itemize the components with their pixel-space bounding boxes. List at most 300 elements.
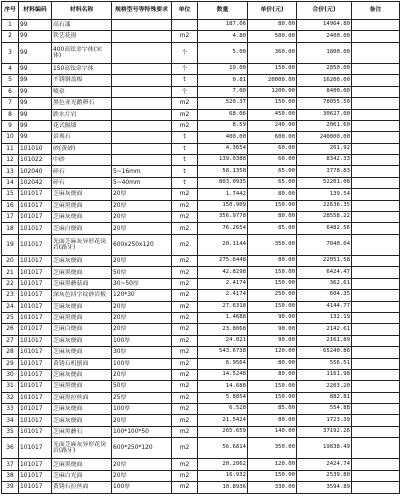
unit-cell[interactable]: m2	[172, 381, 198, 392]
material-name-cell[interactable]: 跌水片岩	[52, 109, 112, 120]
material-code-cell[interactable]: 99	[19, 42, 52, 63]
material-code-cell[interactable]: 101017	[19, 358, 52, 369]
unit-price-cell[interactable]: 80.00	[248, 256, 297, 267]
row-index[interactable]: 35	[2, 426, 19, 437]
row-index[interactable]: 30	[2, 369, 19, 380]
material-code-cell[interactable]: 101017	[19, 426, 52, 437]
table-row[interactable]	[2, 470, 400, 481]
material-code-cell[interactable]: 99	[19, 20, 52, 31]
material-code-cell[interactable]: 99	[19, 109, 52, 120]
quantity-cell[interactable]: 139.0388	[198, 155, 248, 166]
quantity-cell[interactable]: 20.1144	[198, 234, 248, 255]
quantity-cell[interactable]: 24.021	[198, 335, 248, 346]
quantity-cell[interactable]: 1.4688	[198, 312, 248, 323]
table-row[interactable]	[2, 369, 400, 380]
material-name-cell[interactable]: 芝麻灰烧面	[52, 301, 112, 312]
table-row[interactable]	[2, 312, 400, 323]
quantity-cell[interactable]: 16.932	[198, 470, 248, 481]
quantity-cell[interactable]: 5.8854	[198, 392, 248, 403]
spec-cell[interactable]	[112, 42, 172, 63]
material-code-cell[interactable]: 101017	[19, 189, 52, 200]
table-row[interactable]	[2, 200, 400, 211]
unit-price-cell[interactable]: 350.00	[248, 234, 297, 255]
material-name-cell[interactable]: 芝麻灰烧面	[52, 369, 112, 380]
material-name-cell[interactable]: 砂(黄砂)	[52, 143, 112, 154]
material-name-cell[interactable]: 芝麻灰烧面	[52, 347, 112, 358]
table-row[interactable]	[2, 42, 400, 63]
material-code-cell[interactable]: 101017	[19, 200, 52, 211]
spec-cell[interactable]	[112, 132, 172, 143]
remarks-cell[interactable]	[352, 63, 400, 74]
material-name-cell[interactable]: 芝麻白光面	[52, 470, 112, 481]
unit-cell[interactable]: m2	[172, 358, 198, 369]
unit-cell[interactable]: 个	[172, 63, 198, 74]
total-price-cell[interactable]: 37192.26	[297, 426, 352, 437]
quantity-cell[interactable]: 150.909	[198, 200, 248, 211]
table-row[interactable]	[2, 86, 400, 97]
unit-price-cell[interactable]: 150.00	[248, 381, 297, 392]
material-name-cell[interactable]: 黄锈石拉丝面	[52, 482, 112, 493]
total-price-cell[interactable]: 3594.89	[297, 482, 352, 493]
table-row[interactable]	[2, 482, 400, 493]
material-name-cell[interactable]: 芝麻灰烧面	[52, 415, 112, 426]
unit-cell[interactable]: m2	[172, 223, 198, 234]
material-code-cell[interactable]: 101017	[19, 223, 52, 234]
total-price-cell[interactable]: 139.54	[297, 189, 352, 200]
table-row[interactable]	[2, 335, 400, 346]
unit-cell[interactable]: m2	[172, 278, 198, 289]
unit-price-cell[interactable]: 60.00	[248, 155, 297, 166]
remarks-cell[interactable]	[352, 335, 400, 346]
remarks-cell[interactable]	[352, 86, 400, 97]
material-code-cell[interactable]: 101017	[19, 482, 52, 493]
material-code-cell[interactable]: 101017	[19, 234, 52, 255]
remarks-cell[interactable]	[352, 415, 400, 426]
table-row[interactable]	[2, 120, 400, 131]
remarks-cell[interactable]	[352, 200, 400, 211]
header-unit-price[interactable]: 单价(元)	[248, 2, 297, 20]
remarks-cell[interactable]	[352, 166, 400, 177]
total-price-cell[interactable]: 1161.98	[297, 369, 352, 380]
spec-cell[interactable]: 30厚	[112, 347, 172, 358]
table-row[interactable]	[2, 415, 400, 426]
table-row[interactable]	[2, 234, 400, 255]
material-code-cell[interactable]: 101017	[19, 470, 52, 481]
unit-cell[interactable]: 个	[172, 42, 198, 63]
spec-cell[interactable]: 50厚	[112, 381, 172, 392]
material-name-cell[interactable]: 芝麻灰烧面	[52, 212, 112, 223]
quantity-cell[interactable]: 2.4174	[198, 290, 248, 301]
unit-price-cell[interactable]: 150.00	[248, 301, 297, 312]
unit-cell[interactable]: m2	[172, 415, 198, 426]
spec-cell[interactable]: 20厚	[112, 470, 172, 481]
material-code-cell[interactable]: 99	[19, 75, 52, 86]
table-row[interactable]	[2, 98, 400, 109]
table-row[interactable]	[2, 31, 400, 42]
unit-price-cell[interactable]: 80.00	[248, 189, 297, 200]
material-name-cell[interactable]: 芝麻黑烧面	[52, 381, 112, 392]
row-index[interactable]: 37	[2, 459, 19, 470]
material-name-cell[interactable]: 150高钛金字体	[52, 63, 112, 74]
row-index[interactable]: 19	[2, 234, 19, 255]
total-price-cell[interactable]: 22636.35	[297, 200, 352, 211]
material-code-cell[interactable]: 99	[19, 63, 52, 74]
unit-cell[interactable]: t	[172, 132, 198, 143]
remarks-cell[interactable]	[352, 426, 400, 437]
spec-cell[interactable]: 100厚	[112, 335, 172, 346]
total-price-cell[interactable]: 16200.00	[297, 75, 352, 86]
spec-cell[interactable]: 100厚	[112, 358, 172, 369]
spec-cell[interactable]: 20厚	[112, 369, 172, 380]
row-index[interactable]: 8	[2, 109, 19, 120]
unit-cell[interactable]: m2	[172, 267, 198, 278]
material-code-cell[interactable]: 102042	[19, 177, 52, 188]
quantity-cell[interactable]: 68.06	[198, 109, 248, 120]
spec-cell[interactable]	[112, 75, 172, 86]
row-index[interactable]: 29	[2, 358, 19, 369]
spec-cell[interactable]: 20厚	[112, 459, 172, 470]
material-name-cell[interactable]: 芝麻灰烧面	[52, 189, 112, 200]
table-row[interactable]	[2, 109, 400, 120]
spec-cell[interactable]: 20厚	[112, 256, 172, 267]
unit-price-cell[interactable]: 85.00	[248, 404, 297, 415]
table-row[interactable]	[2, 166, 400, 177]
unit-price-cell[interactable]: 360.00	[248, 42, 297, 63]
row-index[interactable]: 14	[2, 177, 19, 188]
total-price-cell[interactable]: 604.35	[297, 290, 352, 301]
unit-price-cell[interactable]: 140.00	[248, 426, 297, 437]
unit-cell[interactable]: m2	[172, 470, 198, 481]
remarks-cell[interactable]	[352, 31, 400, 42]
spec-cell[interactable]: 600x250x120	[112, 234, 172, 255]
quantity-cell[interactable]: 265.659	[198, 426, 248, 437]
remarks-cell[interactable]	[352, 312, 400, 323]
quantity-cell[interactable]: 4.80	[198, 31, 248, 42]
table-row[interactable]	[2, 381, 400, 392]
unit-price-cell[interactable]: 80.00	[248, 20, 297, 31]
table-row[interactable]	[2, 143, 400, 154]
quantity-cell[interactable]: 356.9778	[198, 212, 248, 223]
total-price-cell[interactable]: 65240.86	[297, 347, 352, 358]
quantity-cell[interactable]: 76.2654	[198, 223, 248, 234]
unit-price-cell[interactable]: 150.00	[248, 392, 297, 403]
row-index[interactable]: 33	[2, 404, 19, 415]
quantity-cell[interactable]: 14.688	[198, 381, 248, 392]
table-row[interactable]	[2, 278, 400, 289]
material-code-cell[interactable]: 102040	[19, 166, 52, 177]
table-row[interactable]	[2, 63, 400, 74]
row-index[interactable]: 12	[2, 155, 19, 166]
remarks-cell[interactable]	[352, 109, 400, 120]
row-index[interactable]: 9	[2, 120, 19, 131]
unit-cell[interactable]: 个	[172, 86, 198, 97]
spec-cell[interactable]	[112, 98, 172, 109]
remarks-cell[interactable]	[352, 143, 400, 154]
unit-cell[interactable]: m2	[172, 392, 198, 403]
table-row[interactable]	[2, 290, 400, 301]
row-index[interactable]: 31	[2, 381, 19, 392]
unit-price-cell[interactable]: 150.00	[248, 267, 297, 278]
row-index[interactable]: 21	[2, 267, 19, 278]
material-name-cell[interactable]: 黄锈石机刨面	[52, 358, 112, 369]
quantity-cell[interactable]: 6.528	[198, 404, 248, 415]
row-index[interactable]: 10	[2, 132, 19, 143]
material-code-cell[interactable]: 101017	[19, 381, 52, 392]
remarks-cell[interactable]	[352, 223, 400, 234]
unit-cell[interactable]: m2	[172, 256, 198, 267]
unit-cell[interactable]: m2	[172, 189, 198, 200]
total-price-cell[interactable]: 2539.80	[297, 470, 352, 481]
material-code-cell[interactable]: 101017	[19, 404, 52, 415]
total-price-cell[interactable]: 1800.00	[297, 42, 352, 63]
total-price-cell[interactable]: 6424.47	[297, 267, 352, 278]
spec-cell[interactable]: 50厚	[112, 267, 172, 278]
total-price-cell[interactable]: 132.19	[297, 312, 352, 323]
quantity-cell[interactable]: 543.6738	[198, 347, 248, 358]
quantity-cell[interactable]: 58.1358	[198, 166, 248, 177]
unit-cell[interactable]: t	[172, 143, 198, 154]
spec-cell[interactable]: 20厚	[112, 212, 172, 223]
row-index[interactable]: 7	[2, 98, 19, 109]
remarks-cell[interactable]	[352, 324, 400, 335]
total-price-cell[interactable]: 14964.80	[297, 20, 352, 31]
header-material-code[interactable]: 材料编码	[19, 2, 52, 20]
material-name-cell[interactable]: 黑色亚光鹅卵石	[52, 98, 112, 109]
material-code-cell[interactable]: 101017	[19, 369, 52, 380]
unit-cell[interactable]: m2	[172, 290, 198, 301]
spec-cell[interactable]	[112, 63, 172, 74]
total-price-cell[interactable]: 2400.00	[297, 31, 352, 42]
header-material-name[interactable]: 材料名称	[52, 2, 112, 20]
spec-cell[interactable]: 30~50厚	[112, 278, 172, 289]
material-code-cell[interactable]: 101017	[19, 459, 52, 470]
header-quantity[interactable]: 数量	[198, 2, 248, 20]
spec-cell[interactable]: 20厚	[112, 312, 172, 323]
spec-cell[interactable]	[112, 120, 172, 131]
unit-cell[interactable]: t	[172, 75, 198, 86]
quantity-cell[interactable]: 14.5248	[198, 369, 248, 380]
unit-cell[interactable]: m2	[172, 404, 198, 415]
spec-cell[interactable]: 5~16mm	[112, 166, 172, 177]
unit-cell[interactable]: m2	[172, 120, 198, 131]
spec-cell[interactable]: 20厚	[112, 301, 172, 312]
total-price-cell[interactable]: 8400.00	[297, 86, 352, 97]
material-name-cell[interactable]: 芝麻黑烧面	[52, 312, 112, 323]
row-index[interactable]: 36	[2, 438, 19, 459]
total-price-cell[interactable]: 554.88	[297, 404, 352, 415]
material-code-cell[interactable]: 99	[19, 86, 52, 97]
table-row[interactable]	[2, 358, 400, 369]
table-row[interactable]	[2, 256, 400, 267]
row-index[interactable]: 24	[2, 301, 19, 312]
unit-cell[interactable]: m2	[172, 459, 198, 470]
row-index[interactable]: 13	[2, 166, 19, 177]
row-index[interactable]: 16	[2, 200, 19, 211]
total-price-cell[interactable]: 261.92	[297, 143, 352, 154]
quantity-cell[interactable]: 803.0935	[198, 177, 248, 188]
material-name-cell[interactable]: 芝麻黑蘑菇面	[52, 278, 112, 289]
material-code-cell[interactable]: 101017	[19, 290, 52, 301]
remarks-cell[interactable]	[352, 369, 400, 380]
table-row[interactable]	[2, 132, 400, 143]
remarks-cell[interactable]	[352, 301, 400, 312]
unit-price-cell[interactable]: 150.00	[248, 98, 297, 109]
total-price-cell[interactable]: 52201.08	[297, 177, 352, 188]
unit-price-cell[interactable]: 600.00	[248, 132, 297, 143]
material-name-cell[interactable]: 芝麻黑烧面	[52, 459, 112, 470]
quantity-cell[interactable]: 5.00	[198, 42, 248, 63]
total-price-cell[interactable]: 4144.77	[297, 301, 352, 312]
remarks-cell[interactable]	[352, 278, 400, 289]
table-row[interactable]	[2, 177, 400, 188]
spec-cell[interactable]	[112, 20, 172, 31]
row-index[interactable]: 27	[2, 335, 19, 346]
unit-cell[interactable]: m2	[172, 335, 198, 346]
remarks-cell[interactable]	[352, 155, 400, 166]
material-name-cell[interactable]: 碎石	[52, 166, 112, 177]
unit-cell[interactable]: m2	[172, 31, 198, 42]
unit-price-cell[interactable]: 500.00	[248, 31, 297, 42]
remarks-cell[interactable]	[352, 459, 400, 470]
quantity-cell[interactable]: 6.9564	[198, 358, 248, 369]
unit-price-cell[interactable]: 80.00	[248, 358, 297, 369]
unit-cell[interactable]: m2	[172, 200, 198, 211]
quantity-cell[interactable]: 400.00	[198, 132, 248, 143]
unit-price-cell[interactable]: 65.00	[248, 177, 297, 188]
material-code-cell[interactable]: 101017	[19, 212, 52, 223]
material-code-cell[interactable]: 101017	[19, 415, 52, 426]
quantity-cell[interactable]: 4.3654	[198, 143, 248, 154]
unit-price-cell[interactable]: 80.00	[248, 369, 297, 380]
header-unit[interactable]: 单位	[172, 2, 198, 20]
remarks-cell[interactable]	[352, 290, 400, 301]
total-price-cell[interactable]: 2142.61	[297, 324, 352, 335]
spec-cell[interactable]: 25厚	[112, 392, 172, 403]
quantity-cell[interactable]: 19.00	[198, 63, 248, 74]
unit-price-cell[interactable]: 150.00	[248, 278, 297, 289]
material-code-cell[interactable]: 99	[19, 31, 52, 42]
unit-price-cell[interactable]: 150.00	[248, 200, 297, 211]
unit-cell[interactable]: m2	[172, 98, 198, 109]
material-code-cell[interactable]: 101017	[19, 312, 52, 323]
material-name-cell[interactable]: 光面芝麻灰异形花岗岩(路牙)	[52, 438, 112, 459]
spec-cell[interactable]: 100厚	[112, 482, 172, 493]
remarks-cell[interactable]	[352, 189, 400, 200]
table-row[interactable]	[2, 392, 400, 403]
row-index[interactable]: 1	[2, 20, 19, 31]
material-code-cell[interactable]: 99	[19, 132, 52, 143]
remarks-cell[interactable]	[352, 347, 400, 358]
quantity-cell[interactable]: 10.8936	[198, 482, 248, 493]
material-code-cell[interactable]: 101017	[19, 256, 52, 267]
remarks-cell[interactable]	[352, 132, 400, 143]
unit-cell[interactable]: t	[172, 155, 198, 166]
total-price-cell[interactable]: 882.81	[297, 392, 352, 403]
unit-cell[interactable]: m2	[172, 347, 198, 358]
quantity-cell[interactable]: 7.00	[198, 86, 248, 97]
unit-cell[interactable]: m2	[172, 312, 198, 323]
unit-price-cell[interactable]: 90.00	[248, 312, 297, 323]
unit-cell[interactable]: m2	[172, 234, 198, 255]
row-index[interactable]: 15	[2, 189, 19, 200]
material-name-cell[interactable]: 芝麻灰烧面	[52, 256, 112, 267]
total-price-cell[interactable]: 7040.04	[297, 234, 352, 255]
row-index[interactable]: 18	[2, 223, 19, 234]
total-price-cell[interactable]: 28558.22	[297, 212, 352, 223]
total-price-cell[interactable]: 362.61	[297, 278, 352, 289]
header-spec[interactable]: 规格型号等特殊要求	[112, 2, 172, 20]
material-name-cell[interactable]: 芝麻黑烧面	[52, 200, 112, 211]
remarks-cell[interactable]	[352, 404, 400, 415]
unit-price-cell[interactable]: 450.00	[248, 109, 297, 120]
row-index[interactable]: 11	[2, 143, 19, 154]
quantity-cell[interactable]: 520.37	[198, 98, 248, 109]
material-name-cell[interactable]: 芝麻灰烧面	[52, 404, 112, 415]
unit-price-cell[interactable]: 90.00	[248, 324, 297, 335]
total-price-cell[interactable]: 6482.56	[297, 223, 352, 234]
spec-cell[interactable]: 20厚	[112, 415, 172, 426]
quantity-cell[interactable]: 42.8298	[198, 267, 248, 278]
unit-price-cell[interactable]: 120.00	[248, 459, 297, 470]
material-name-cell[interactable]: 芝麻黑蘑石	[52, 426, 112, 437]
header-index[interactable]: 序号	[2, 2, 19, 20]
spec-cell[interactable]: 120*30	[112, 290, 172, 301]
unit-price-cell[interactable]: 85.00	[248, 223, 297, 234]
unit-cell[interactable]: m2	[172, 438, 198, 459]
unit-cell[interactable]: t	[172, 177, 198, 188]
row-index[interactable]: 38	[2, 470, 19, 481]
table-row[interactable]	[2, 267, 400, 278]
total-price-cell[interactable]: 2061.60	[297, 120, 352, 131]
unit-price-cell[interactable]: 120.00	[248, 347, 297, 358]
remarks-cell[interactable]	[352, 212, 400, 223]
total-price-cell[interactable]: 2203.20	[297, 381, 352, 392]
material-code-cell[interactable]: 101017	[19, 347, 52, 358]
total-price-cell[interactable]: 2850.00	[297, 63, 352, 74]
material-name-cell[interactable]: 喷泉	[52, 86, 112, 97]
material-code-cell[interactable]: 101017	[19, 301, 52, 312]
spec-cell[interactable]: 20厚	[112, 223, 172, 234]
quantity-cell[interactable]: 27.6318	[198, 301, 248, 312]
header-total-price[interactable]: 合价(元)	[297, 2, 352, 20]
unit-cell[interactable]: m2	[172, 426, 198, 437]
unit-cell[interactable]: m2	[172, 324, 198, 335]
quantity-cell[interactable]: 2.4174	[198, 278, 248, 289]
material-name-cell[interactable]: 中砂	[52, 155, 112, 166]
unit-price-cell[interactable]: 150.00	[248, 470, 297, 481]
material-name-cell[interactable]: 景观石	[52, 132, 112, 143]
unit-cell[interactable]: m2	[172, 109, 198, 120]
quantity-cell[interactable]: 0.81	[198, 75, 248, 86]
material-code-cell[interactable]: 101017	[19, 438, 52, 459]
quantity-cell[interactable]: 275.6448	[198, 256, 248, 267]
unit-price-cell[interactable]: 330.00	[248, 482, 297, 493]
total-price-cell[interactable]: 2161.89	[297, 335, 352, 346]
spec-cell[interactable]	[112, 86, 172, 97]
remarks-cell[interactable]	[352, 177, 400, 188]
table-row[interactable]	[2, 438, 400, 459]
remarks-cell[interactable]	[352, 267, 400, 278]
total-price-cell[interactable]: 556.51	[297, 358, 352, 369]
total-price-cell[interactable]: 3778.83	[297, 166, 352, 177]
spec-cell[interactable]	[112, 109, 172, 120]
unit-price-cell[interactable]: 350.00	[248, 438, 297, 459]
total-price-cell[interactable]: 1723.39	[297, 415, 352, 426]
spec-cell[interactable]: 600*250*120	[112, 438, 172, 459]
material-name-cell[interactable]: 芝麻白烧面	[52, 223, 112, 234]
table-row[interactable]	[2, 155, 400, 166]
table-row[interactable]	[2, 223, 400, 234]
